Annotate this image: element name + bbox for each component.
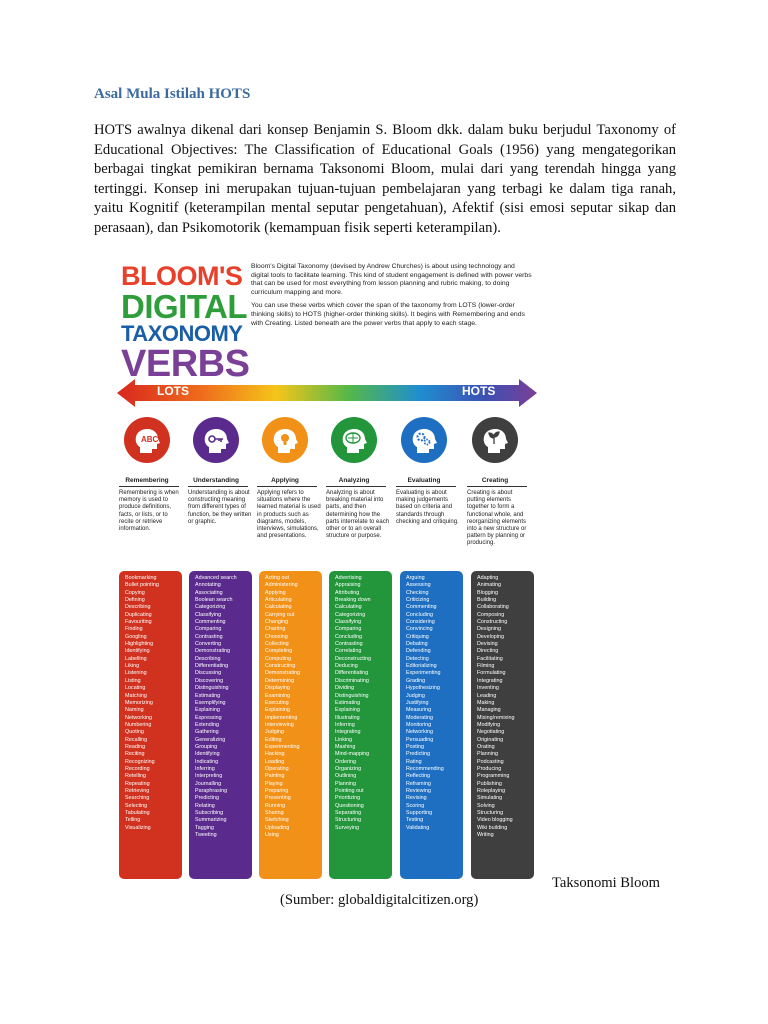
verb-item: Animating bbox=[477, 582, 501, 589]
verb-item: Formulating bbox=[477, 670, 506, 677]
verbs-column-analyzing bbox=[329, 571, 392, 879]
lots-label: LOTS bbox=[157, 384, 189, 398]
verb-item: Articulating bbox=[265, 597, 292, 604]
verb-item: Grading bbox=[406, 677, 426, 684]
lots-hots-arrow bbox=[117, 379, 537, 407]
verb-item: Surveying bbox=[335, 824, 359, 831]
verb-item: Interviewing bbox=[265, 721, 294, 728]
verb-item: Calculating bbox=[265, 604, 292, 611]
verb-item: Operating bbox=[265, 765, 289, 772]
verb-item: Bookmarking bbox=[125, 575, 157, 581]
verb-item: Defending bbox=[406, 648, 431, 655]
verb-item: Telling bbox=[125, 817, 141, 824]
verb-item: Recording bbox=[125, 765, 150, 772]
verb-item: Bullet pointing bbox=[125, 582, 159, 589]
verb-item: Gathering bbox=[195, 729, 219, 736]
verb-item: Breaking down bbox=[335, 597, 371, 604]
verb-item: Distinguishing bbox=[195, 685, 229, 692]
verb-item: Contrasting bbox=[195, 633, 223, 640]
verb-item: Managing bbox=[477, 707, 501, 714]
verb-item: Developing bbox=[477, 633, 504, 640]
verbs-list bbox=[406, 575, 460, 832]
verb-item: Organizing bbox=[335, 765, 362, 772]
intro-paragraph-1: Bloom's Digital Taxonomy (devised by Andrew Churches) is about using technology and digital tools to facilitate learning. This kind of student engagement is defined with power verbs that can be used for most everything from lesson planning and rubric making, to doing curriculum mapping and more. bbox=[251, 263, 532, 296]
verb-item: Orating bbox=[477, 743, 495, 750]
verb-item: Moderating bbox=[406, 714, 433, 721]
verb-item: Uploading bbox=[265, 824, 290, 831]
stage-divider bbox=[188, 486, 248, 487]
verb-item: Exemplifying bbox=[195, 699, 226, 706]
verb-item: Indicating bbox=[195, 758, 219, 765]
verb-item: Finding bbox=[125, 626, 143, 633]
title-line-2: DIGITAL bbox=[121, 288, 248, 325]
verb-item: Categorizing bbox=[195, 604, 226, 611]
verb-item: Podcasting bbox=[477, 758, 504, 765]
verb-item: Explaining bbox=[195, 707, 220, 714]
verb-item: Advertising bbox=[335, 575, 362, 581]
verb-item: Playing bbox=[265, 780, 283, 787]
verb-item: Commenting bbox=[195, 619, 226, 626]
verb-item: Repeating bbox=[125, 780, 150, 787]
verb-item: Recommending bbox=[406, 765, 444, 772]
verb-item: Listening bbox=[125, 670, 147, 677]
verb-item: Identifying bbox=[125, 648, 150, 655]
verb-item: Video blogging bbox=[477, 817, 513, 824]
verb-item: Roleplaying bbox=[477, 787, 506, 794]
verb-item: Negotiating bbox=[477, 729, 505, 736]
verb-item: Distinguishing bbox=[335, 692, 369, 699]
verb-item: Displaying bbox=[265, 685, 290, 692]
verb-item: Journalling bbox=[195, 780, 222, 787]
verb-item: Discussing bbox=[195, 670, 222, 677]
verb-item: Classifying bbox=[335, 619, 362, 626]
verb-item: Visualizing bbox=[125, 824, 151, 831]
verb-item: Differentiating bbox=[195, 663, 229, 670]
verb-item: Classifying bbox=[195, 611, 222, 618]
stage-description-remembering: Remembering is when memory is used to produce definitions, facts, or lists, or to recite or retrieve information. bbox=[119, 490, 179, 533]
verb-item: Designing bbox=[477, 626, 501, 633]
verbs-column-creating bbox=[471, 571, 534, 879]
verb-item: Facilitating bbox=[477, 655, 503, 662]
verb-item: Commenting bbox=[406, 604, 437, 611]
verb-item: Pointing out bbox=[335, 787, 364, 794]
verb-item: Matching bbox=[125, 692, 147, 699]
verb-item: Memorizing bbox=[125, 699, 153, 706]
verb-item: Dividing bbox=[335, 685, 355, 692]
stage-name-remembering: Remembering bbox=[125, 477, 169, 484]
verb-item: Mixing/remixing bbox=[477, 714, 515, 721]
verb-item: Producing bbox=[477, 765, 502, 772]
verb-item: Expressing bbox=[195, 714, 222, 721]
verb-item: Deconstructing bbox=[335, 655, 371, 662]
stage-name-applying: Applying bbox=[271, 477, 299, 484]
verb-item: Inventing bbox=[477, 685, 499, 692]
verb-item: Naming bbox=[125, 707, 144, 714]
verb-item: Validating bbox=[406, 824, 430, 831]
verb-item: Running bbox=[265, 802, 286, 809]
verb-item: Determining bbox=[265, 677, 295, 684]
verb-item: Illustrating bbox=[335, 714, 360, 721]
verb-item: Examining bbox=[265, 692, 291, 699]
verb-item: Comparing bbox=[195, 626, 222, 633]
section-heading: Asal Mula Istilah HOTS bbox=[94, 86, 251, 102]
key-head-icon bbox=[193, 417, 239, 463]
verb-item: Detecting bbox=[406, 655, 429, 662]
verb-item: Summarizing bbox=[195, 817, 227, 824]
gears-head-icon bbox=[401, 417, 447, 463]
verb-item: Extending bbox=[195, 721, 219, 728]
verb-item: Recognizing bbox=[125, 758, 155, 765]
verbs-list bbox=[335, 575, 389, 832]
verb-item: Associating bbox=[195, 589, 223, 596]
blooms-taxonomy-infographic bbox=[115, 257, 540, 885]
verb-item: Relating bbox=[195, 802, 215, 809]
verb-item: Mashing bbox=[335, 743, 356, 750]
verb-item: Adapting bbox=[477, 575, 499, 581]
verbs-column-applying bbox=[259, 571, 322, 879]
verb-item: Locating bbox=[125, 685, 146, 692]
verb-item: Building bbox=[477, 597, 497, 604]
infographic-title bbox=[121, 261, 250, 385]
verb-item: Listing bbox=[125, 677, 141, 684]
verb-item: Reviewing bbox=[406, 787, 431, 794]
sprout-head-icon bbox=[472, 417, 518, 463]
verb-item: Demonstrating bbox=[195, 648, 231, 655]
stage-description-evaluating: Evaluating is about making judgements based on criteria and standards through checking and critiquing. bbox=[396, 490, 459, 525]
verb-item: Assessing bbox=[406, 582, 431, 589]
verb-item: Describing bbox=[125, 604, 151, 611]
verb-item: Inferring bbox=[195, 765, 215, 772]
verb-item: Ordering bbox=[335, 758, 356, 765]
verb-item: Sketching bbox=[265, 817, 289, 824]
verb-item: Comparing bbox=[335, 626, 362, 633]
verb-item: Googling bbox=[125, 633, 147, 640]
verb-item: Concluding bbox=[335, 633, 362, 640]
verb-item: Hypothesizing bbox=[406, 685, 440, 692]
verb-item: Arguing bbox=[406, 575, 425, 581]
verb-item: Solving bbox=[477, 802, 495, 809]
verb-item: Making bbox=[477, 699, 495, 706]
verb-item: Editing bbox=[265, 736, 282, 743]
verb-item: Highlighting bbox=[125, 641, 154, 648]
verb-item: Questioning bbox=[335, 802, 364, 809]
verb-item: Measuring bbox=[406, 707, 432, 714]
verb-item: Charting bbox=[265, 626, 286, 633]
verb-item: Estimating bbox=[195, 692, 221, 699]
verb-item: Duplicating bbox=[125, 611, 152, 618]
verb-item: Annotating bbox=[195, 582, 221, 589]
verb-item: Planning bbox=[335, 780, 356, 787]
infographic-intro bbox=[251, 263, 533, 333]
stage-description-creating: Creating is about putting elements together to form a functional whole, and reorganizing elements into a new structure or pattern by planning or producing. bbox=[467, 490, 527, 547]
stage-divider bbox=[467, 486, 527, 487]
verb-item: Checking bbox=[406, 589, 429, 596]
verb-item: Convincing bbox=[406, 626, 433, 633]
verb-item: Experimenting bbox=[406, 670, 441, 677]
verb-item: Subscribing bbox=[195, 810, 224, 816]
figure-source: (Sumber: globaldigitalcitizen.org) bbox=[280, 892, 479, 908]
verb-item: Separating bbox=[335, 810, 362, 816]
verbs-list bbox=[125, 575, 179, 832]
verb-item: Advanced search bbox=[195, 575, 237, 581]
verb-item: Demonstrating bbox=[265, 670, 301, 677]
verb-item: Tagging bbox=[195, 824, 214, 831]
stage-description-understanding: Understanding is about constructing meaning from different types of function, be they written or graphic. bbox=[188, 490, 252, 525]
verb-item: Reciting bbox=[125, 751, 145, 758]
verb-item: Simulating bbox=[477, 795, 503, 802]
stage-name-analyzing: Analyzing bbox=[338, 477, 370, 484]
verb-item: Describing bbox=[195, 655, 221, 662]
verb-item: Implementing bbox=[265, 714, 298, 721]
verb-item: Judging bbox=[406, 692, 425, 699]
verb-item: Presenting bbox=[265, 795, 291, 802]
verb-item: Posting bbox=[406, 743, 424, 750]
verb-item: Leading bbox=[477, 692, 497, 699]
verb-item: Outlining bbox=[335, 773, 357, 780]
verb-item: Interpreting bbox=[195, 773, 223, 780]
verb-item: Directing bbox=[477, 648, 499, 655]
verb-item: Predicting bbox=[195, 795, 219, 802]
verb-item: Scoring bbox=[406, 802, 425, 809]
verb-item: Changing bbox=[265, 619, 289, 626]
verb-item: Correlating bbox=[335, 648, 362, 655]
stage-divider bbox=[396, 486, 456, 487]
verb-item: Experimenting bbox=[265, 743, 300, 750]
svg-text:ABC: ABC bbox=[141, 435, 159, 444]
verb-item: Retelling bbox=[125, 773, 146, 780]
stage-icons-row bbox=[115, 417, 540, 481]
stage-name-understanding: Understanding bbox=[193, 477, 239, 484]
verb-item: Liking bbox=[125, 663, 140, 670]
verb-item: Generalizing bbox=[195, 736, 226, 743]
verb-item: Paraphrasing bbox=[195, 787, 228, 794]
verb-item: Reflecting bbox=[406, 773, 430, 780]
verb-item: Searching bbox=[125, 795, 150, 802]
verb-item: Devising bbox=[477, 641, 498, 648]
verb-item: Debating bbox=[406, 641, 428, 648]
verb-item: Reframing bbox=[406, 780, 431, 787]
verb-item: Calculating bbox=[335, 604, 362, 611]
verb-item: Tweeting bbox=[195, 832, 217, 839]
verb-item: Administering bbox=[265, 582, 298, 589]
verb-item: Deducing bbox=[335, 663, 358, 670]
verbs-column-understanding bbox=[189, 571, 252, 879]
verbs-column-evaluating bbox=[400, 571, 463, 879]
verb-item: Integrating bbox=[335, 729, 361, 736]
verb-item: Monitoring bbox=[406, 721, 432, 728]
verb-item: Labelling bbox=[125, 655, 147, 662]
verb-item: Filming bbox=[477, 663, 495, 670]
stage-divider bbox=[257, 486, 317, 487]
abc-head-icon bbox=[124, 417, 170, 463]
verb-item: Structuring bbox=[335, 817, 362, 824]
verb-item: Acting out bbox=[265, 575, 289, 581]
verb-item: Quoting bbox=[125, 729, 144, 736]
verb-item: Discriminating bbox=[335, 677, 369, 684]
verb-item: Revising bbox=[406, 795, 427, 802]
verb-item: Constructing bbox=[477, 619, 508, 626]
verb-item: Justifying bbox=[406, 699, 429, 706]
title-line-1: BLOOM'S bbox=[121, 261, 243, 291]
verb-item: Planning bbox=[477, 751, 498, 758]
verb-item: Contrasting bbox=[335, 641, 363, 648]
verb-item: Hacking bbox=[265, 751, 285, 758]
verb-item: Preparing bbox=[265, 787, 289, 794]
verb-item: Critiquing bbox=[406, 633, 429, 640]
verb-item: Boolean search bbox=[195, 597, 233, 604]
verb-item: Writing bbox=[477, 832, 494, 839]
verb-item: Testing bbox=[406, 817, 424, 824]
body-paragraph: HOTS awalnya dikenal dari konsep Benjamin S. Bloom dkk. dalam buku berjudul Taxonomy of Educational Objectives: The Classification of Educational Goals (1956) yang mengategorikan berbagai tingkat pemikiran bernama Taksonomi Bloom, mulai dari yang terendah hingga yang tertinggi. Konsep ini merupakan tujuan-tujuan pembelajaran yang terbagi ke dalam tiga ranah, yaitu Kognitif (keterampilan mental seputar pengetahuan), Afektif (sisi emosi seputar sikap dan perasaan), dan Psikomotorik (kemampuan fisik seperti keterampilan). bbox=[94, 122, 676, 236]
verb-item: Collecting bbox=[265, 641, 289, 648]
verb-item: Reading bbox=[125, 743, 146, 750]
verbs-list bbox=[195, 575, 249, 839]
verb-item: Integrating bbox=[477, 677, 503, 684]
verb-item: Using bbox=[265, 832, 279, 839]
verb-item: Explaining bbox=[265, 707, 290, 714]
title-line-3: TAXONOMY bbox=[121, 321, 243, 346]
verb-item: Differentiating bbox=[335, 670, 369, 677]
verb-item: Estimating bbox=[335, 699, 361, 706]
verbs-column-remembering bbox=[119, 571, 182, 879]
verb-item: Originating bbox=[477, 736, 504, 743]
verb-item: Considering bbox=[406, 619, 435, 626]
verb-item: Discovering bbox=[195, 677, 224, 684]
verb-item: Programming bbox=[477, 773, 510, 780]
verb-item: Mind-mapping bbox=[335, 751, 370, 758]
verb-item: Attributing bbox=[335, 589, 360, 596]
verb-item: Composing bbox=[477, 611, 505, 618]
verb-item: Recalling bbox=[125, 736, 148, 743]
verb-item: Selecting bbox=[125, 802, 148, 809]
hots-label: HOTS bbox=[462, 384, 496, 398]
verb-item: Supporting bbox=[406, 810, 433, 816]
verbs-list bbox=[477, 575, 531, 839]
verb-item: Networking bbox=[125, 714, 152, 721]
verb-item: Judging bbox=[265, 729, 284, 736]
verb-item: Predicting bbox=[406, 751, 430, 758]
verb-item: Choosing bbox=[265, 633, 288, 640]
verb-item: Categorizing bbox=[335, 611, 366, 618]
verb-item: Blogging bbox=[477, 589, 498, 596]
verb-item: Loading bbox=[265, 758, 285, 765]
verb-item: Identifying bbox=[195, 751, 220, 758]
verb-item: Appraising bbox=[335, 582, 361, 589]
verb-item: Retrieving bbox=[125, 787, 150, 794]
verb-item: Computing bbox=[265, 655, 292, 662]
verb-item: Concluding bbox=[406, 611, 433, 618]
stage-description-analyzing: Analyzing is about breaking material into parts, and then determining how the parts interrelate to each other or to an overall structure or purpose. bbox=[326, 490, 390, 540]
verb-item: Modifying bbox=[477, 721, 501, 728]
verbs-list bbox=[265, 575, 319, 839]
verb-item: Numbering bbox=[125, 721, 152, 728]
verb-item: Constructing bbox=[265, 663, 296, 670]
intro-paragraph-2: You can use these verbs which cover the span of the taxonomy from LOTS (lower-order thinking skills) to HOTS (higher-order thinking skills). It begins with Remembering and ends with Creating. Listed beneath are the power verbs that apply to each stage. bbox=[251, 302, 525, 327]
verb-item: Linking bbox=[335, 736, 353, 743]
stage-name-evaluating: Evaluating bbox=[407, 477, 441, 484]
verb-item: Criticizing bbox=[406, 597, 430, 604]
verb-item: Defining bbox=[125, 597, 145, 604]
verb-item: Networking bbox=[406, 729, 433, 736]
verb-item: Persuading bbox=[406, 736, 434, 743]
verb-item: Sharing bbox=[265, 810, 284, 816]
verb-item: Painting bbox=[265, 773, 285, 780]
verb-item: Tabulating bbox=[125, 810, 150, 816]
stage-divider bbox=[119, 486, 179, 487]
stage-description-applying: Applying refers to situations where the learned material is used in products such as diagrams, models, interviews, simulations, and presentations. bbox=[257, 490, 321, 540]
verb-item: Collaborating bbox=[477, 604, 509, 611]
verb-item: Explaining bbox=[335, 707, 360, 714]
verb-item: Converting bbox=[195, 641, 222, 648]
verb-item: Copying bbox=[125, 589, 145, 596]
title-line-4: VERBS bbox=[121, 343, 250, 385]
verb-item: Wiki building bbox=[477, 824, 508, 831]
brain-head-icon bbox=[331, 417, 377, 463]
verb-item: Carrying out bbox=[265, 611, 295, 618]
verb-item: Inferring bbox=[335, 721, 355, 728]
verb-item: Rating bbox=[406, 758, 422, 765]
verb-item: Favouriting bbox=[125, 619, 152, 626]
verb-item: Executing bbox=[265, 699, 289, 706]
verb-item: Publishing bbox=[477, 780, 502, 787]
verb-item: Structuring bbox=[477, 810, 504, 816]
stage-divider bbox=[326, 486, 386, 487]
verb-item: Editorializing bbox=[406, 663, 437, 670]
figure-caption: Taksonomi Bloom bbox=[552, 875, 661, 891]
verb-item: Applying bbox=[265, 589, 286, 596]
lightbulb-head-icon bbox=[262, 417, 308, 463]
verb-item: Grouping bbox=[195, 743, 218, 750]
verb-item: Completing bbox=[265, 648, 293, 655]
verb-item: Prioritizing bbox=[335, 795, 361, 802]
stage-name-creating: Creating bbox=[481, 477, 509, 484]
